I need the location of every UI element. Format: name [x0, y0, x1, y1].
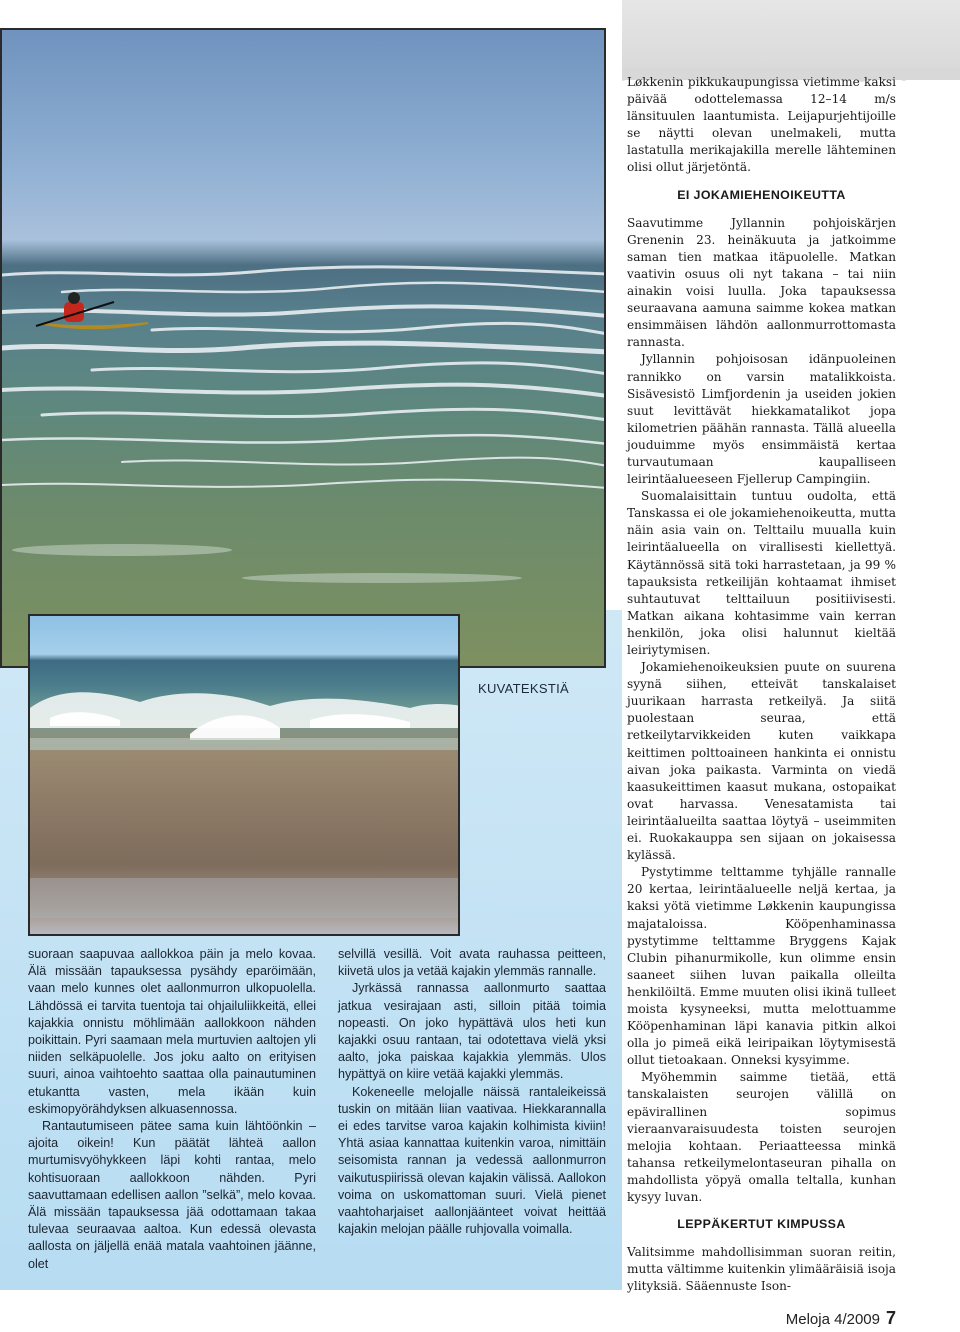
paragraph: Løkkenin pikkukaupungissa vietimme kaksi päivää odottelemassa 12–14 m/s länsituulen laantumista. Leijapurjehtijoille se näytti olevan unelmakeli, mutta lastatulla merikajakilla merelle lähteminen olisi ollut järjetöntä.	[627, 75, 896, 175]
photo-sea-kayaker	[0, 28, 606, 668]
magazine-issue: Meloja 4/2009	[785, 1311, 880, 1328]
paragraph: Suomalaisittain tuntuu oudolta, että Tanskassa ei ole jokamiehenoikeutta, mutta näin asia vain on. Telttailu muualla kuin leirintäalueella on virallisesti kiellettyä. Käytännössä sitä toki harrastetaan, ja 99 % tapauksista retkeilijän kohtaamat ihmiset suhtautuvat telttailuun positiivisesti. Matkan aikana kohtasimme vain kerran henkilön, joka olisi halunnut kieltää leiriytymisen.	[627, 489, 896, 657]
paragraph: Jyllannin pohjoisosan idänpuoleinen rannikko on varsin matalikkoista. Sisävesistö Limfjordenin ja useiden jokien suut levittävät hiekkamatalikot jopa kilometrien päähän rannasta. Tällä alueella jouduimme myös ensimmäistä kertaa turvautumaan kaupalliseen leirintäalueeseen Fjellerup Campingiin.	[627, 352, 896, 487]
paragraph: selvillä vesillä. Voit avata rauhassa peitteen, kiivetä ulos ja vetää kajakin ylemmäs rannalle.	[338, 947, 606, 979]
paragraph: Myöhemmin saimme tietää, että tanskalaisten seurojen välillä on epävirallinen sopimus vieraanvaraisuudesta toisten seurojen melojia kohtaan. Periaatteessa minkä tahansa retkeilymelontaseuran pihalla on mahdollista yöpyä omalla teltalla, kunhan kysyy luvan.	[627, 1070, 896, 1204]
torn-paper-decoration	[622, 0, 960, 80]
article-column-right	[627, 74, 896, 1295]
paragraph: Valitsimme mahdollisimman suoran reitin, mutta vältimme kuitenkin ylimääräisiä isoja ylityksiä. Sääennuste Ison-	[627, 1245, 896, 1294]
paragraph: Kokeneelle melojalle näissä rantaleikeissä tuskin on mitään liian vaativaa. Hiekkarannalla ei edes tarvitse varoa kajakin kolhimista kiviin! Yhtä asiaa kannattaa kuitenkin varoa, nimittäin seisomista rannan ja vedessä aallonmurron vaikutuspiirissä olevan kajakin välissä. Aallokon voima on uskomattoman suuri. Vielä pienet vaahtoharjaiset aallonjäänteet voivat heittää kajakin melojan päälle ruhjovalla voimalla.	[338, 1084, 606, 1237]
photo-caption-label: KUVATEKSTIÄ	[478, 681, 569, 696]
paragraph: Pystytimme telttamme tyhjälle rannalle 20 kertaa, leirintäalueelle neljä kertaa, ja kaksi yötä vietimme Løkkenin kaupungissa majataloissa. Kööpenhaminassa pystytimme telttamme Bryggens Kajak Clubin pihanurmikolle, kun olimme ensin saaneet siihen luvan paikalla olleilta henkilöiltä. Emme muuten olisi ikinä tulleet moista kysyneeksi, mutta melottuamme Kööpenhaminan läpi kanavia pitkin alkoi olla jo pimeä eikä leiripaikan löytymisestä ollut tietoakaan. Onneksi kysyimme.	[627, 865, 896, 1068]
paragraph: Jokamiehenoikeuksien puute on suurena syynä siihen, etteivät tanskalaiset juurikaan harrasta retkeilyä. Ja siitä puolestaan seuraa, että retkeilytarvikkeiden kuten vaikkapa keittimen polttoaineen hankinta ei onnistu aivan joka paikasta. Varminta on viedä kaasukeittimen kaasut mukana, ostopaikat ovat harvassa. Venesatamista tai leirintäalueilta saattaa löytyä – useimmiten ei. Ruokakauppa sen sijaan on jokaisessa kylässä.	[627, 660, 896, 863]
page-number: 7	[885, 1308, 896, 1328]
paragraph: suoraan saapuvaa aallokkoa päin ja melo kovaa. Älä missään tapauksessa pysähdy eparöimään, vaan melo kunnes olet aallonmurron ulkopuolella. Lähdössä ei tarvita tuentoja tai ohjailuliikkeitä, ellei kajakkia onnistu möhlimään aallokkoon nähden poikittain. Pyri saamaan mela murtuvien aaltojen yli niiden selkäpuolelle. Jos joku aalto on erityisen suuri, ainoa vaihtoehto saattaa olla painautuminen etukantta vasten, mela ikään kuin eskimopyörähdyksen alkuasennossa.	[28, 947, 316, 1116]
paragraph: Saavutimme Jyllannin pohjoiskärjen Grenenin 23. heinäkuuta ja jatkoimme saman tien matkaa itäpuolelle. Matkan vaativin osuus oli nyt takana – tai niin ainakin voisi luulla. Joka tapauksessa seuraavana aamuna saimme kokea matkan ensimmäisen lähdön aallonmurrottomasta rannasta.	[627, 215, 896, 350]
paragraph: Jyrkässä rannassa aallonmurto saattaa jatkua vesirajaan asti, silloin pitää toimia nopeasti. On joko hypättävä ulos heti kun kajakki osuu rantaan, tai odotettava vielä yksi aalto, joka paiskaa kajakkia ylemmäs. Ulos hypättyä on kiire vetää kajakki ylemmäs.	[338, 981, 606, 1082]
section-heading: EI JOKAMIEHENOIKEUTTA	[677, 187, 846, 202]
page-footer	[786, 1308, 896, 1329]
photo-wave-beach	[28, 614, 460, 936]
article-column-left	[28, 946, 316, 1273]
section-heading: LEPPÄKERTUT KIMPUSSA	[677, 1217, 846, 1232]
article-column-middle	[338, 946, 606, 1238]
paragraph: Rantautumiseen pätee sama kuin lähtöönkin – ajoita oikein! Kun päätät lähteä aallon murtumisvyöhykkeen läpi kohti rantaa, melo kohtisuoraan aallokkoon nähden. Pyri saavuttamaan edellisen aallon ”selkä”, melo kovaa. Älä missään tapauksessa jää odottamaan takaa tulevaa seuraavaa aaltoa. Kun edessä olevasta aallosta on jäljellä enää matala vaahtoinen jäänne, olet	[28, 1119, 316, 1271]
